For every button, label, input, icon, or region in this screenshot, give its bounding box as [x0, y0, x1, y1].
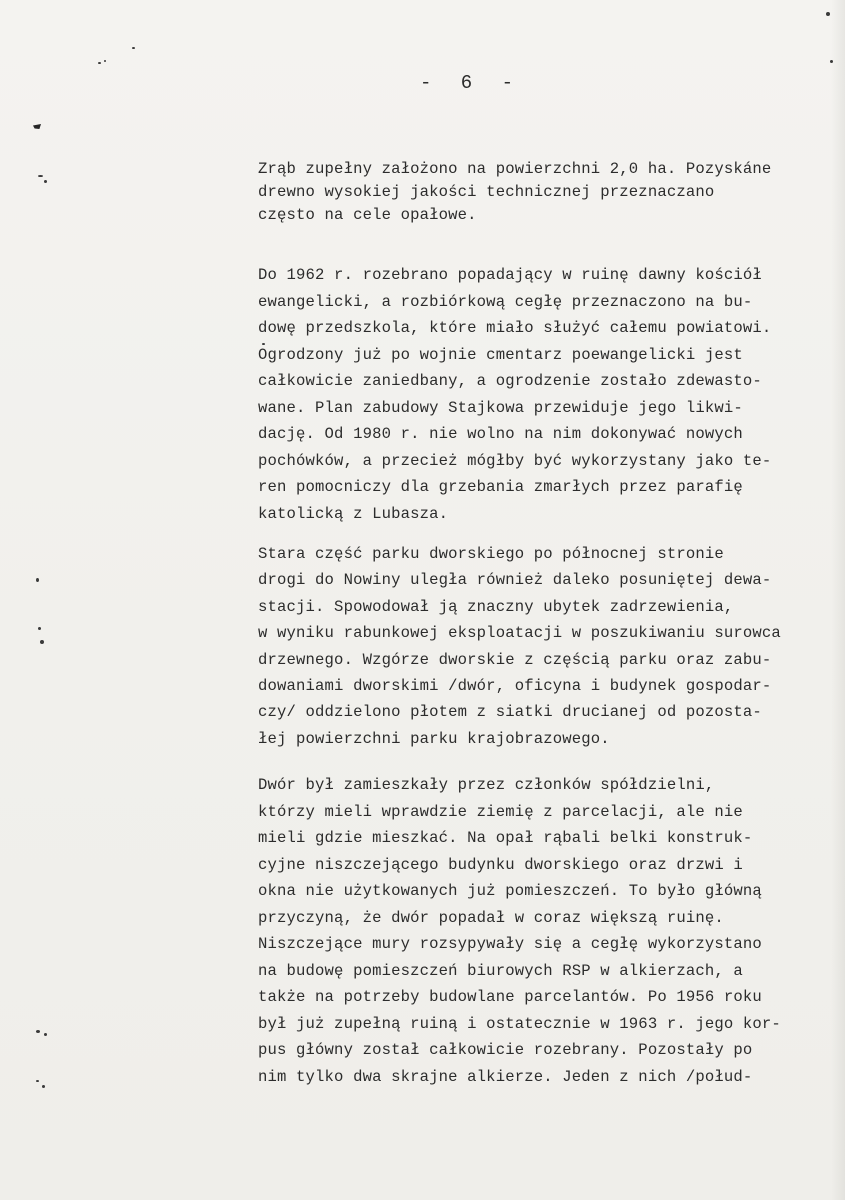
scan-speck	[98, 62, 101, 64]
text-line: którzy mieli wprawdzie ziemię z parcelacji, ale nie	[258, 802, 743, 821]
text-line: nim tylko dwa skrajne alkierze. Jeden z nich /połud-	[258, 1067, 753, 1086]
text-line: Stara część parku dworskiego po północnej stronie	[258, 545, 724, 563]
text-line: katolicką z Lubasza.	[258, 504, 449, 523]
paragraph-4	[258, 772, 828, 1090]
scan-speck	[36, 578, 39, 582]
text-line: Dwór był zamieszkały przez członków spółdzielni,	[258, 776, 715, 794]
scan-speck	[826, 12, 830, 16]
text-line: pochówków, a przecież mógłby być wykorzystany jako te-	[258, 451, 772, 470]
text-line: Niszczejące mury rozsypywały się a cegłę wykorzystano	[258, 935, 762, 953]
page-number: - 6 -	[420, 72, 523, 94]
text-line: przyczyną, że dwór popadał w coraz większą ruinę.	[258, 908, 724, 927]
scan-speck	[38, 627, 41, 630]
text-line: dację. Od 1980 r. nie wolno na nim dokonywać nowych	[258, 425, 743, 443]
text-line: łej powierzchni parku krajobrazowego.	[258, 729, 610, 748]
text-line: w wyniku rabunkowej eksploatacji w poszukiwaniu surowca	[258, 624, 781, 643]
text-line: okna nie użytkowanych już pomieszczeń. To było główną	[258, 882, 762, 900]
punch-mark-top	[33, 124, 41, 129]
text-line: Zrąb zupełny założono na powierzchni 2,0 ha. Pozyskáne	[258, 160, 772, 178]
text-line: także na potrzeby budowlane parcelantów. Po 1956 roku	[258, 988, 762, 1006]
scan-speck	[36, 1030, 40, 1033]
text-line: drzewnego. Wzgórze dworskie z częścią parku oraz zabu-	[258, 650, 772, 669]
paragraph-1	[258, 158, 828, 228]
scan-speck	[830, 60, 833, 63]
scan-speck	[44, 1033, 47, 1036]
text-line: ren pomocniczy dla grzebania zmarłych przez parafię	[258, 478, 743, 496]
scan-speck	[42, 1085, 45, 1088]
text-line: cyjne niszczejącego budynku dworskiego oraz drzwi i	[258, 855, 743, 874]
page-edge-shadow	[831, 0, 845, 1200]
text-line: często na cele opałowe.	[258, 206, 477, 225]
text-line: mieli gdzie mieszkać. Na opał rąbali belki konstruk-	[258, 829, 753, 847]
text-line: ewangelicki, a rozbiórkową cegłę przeznaczono na bu-	[258, 292, 753, 311]
text-line: dowę przedszkola, które miało służyć całemu powiatowi.	[258, 319, 772, 337]
scan-speck	[44, 180, 47, 183]
text-line: pus główny został całkowicie rozebrany. Pozostały po	[258, 1041, 753, 1059]
scan-speck	[40, 640, 44, 644]
scan-speck	[36, 1080, 39, 1082]
text-line: czy/ oddzielono płotem z siatki drucianej od pozosta-	[258, 703, 762, 722]
scan-speck	[104, 60, 106, 62]
text-line: dowaniami dworskimi /dwór, oficyna i budynek gospodar-	[258, 676, 772, 695]
text-line: był już zupełną ruiną i ostatecznie w 1963 r. jego kor-	[258, 1014, 781, 1033]
text-line: stacji. Spowodował ją znaczny ubytek zadrzewienia,	[258, 597, 734, 616]
text-line: drogi do Nowiny uległa również daleko posuniętej dewa-	[258, 571, 772, 590]
text-line: wane. Plan zabudowy Stajkowa przewiduje jego likwi-	[258, 398, 743, 417]
text-line: Do 1962 r. rozebrano popadający w ruinę dawny kościół	[258, 266, 762, 284]
scan-speck	[38, 175, 43, 177]
paragraph-3	[258, 541, 828, 752]
text-line: drewno wysokiej jakości technicznej przeznaczano	[258, 183, 715, 202]
text-line: na budowę pomieszczeń biurowych RSP w alkierzach, a	[258, 961, 743, 980]
text-line: całkowicie zaniedbany, a ogrodzenie zostało zdewasto-	[258, 372, 762, 390]
scan-speck	[132, 47, 135, 49]
paragraph-2	[258, 262, 828, 527]
text-line: Ogrodzony już po wojnie cmentarz poewangelicki jest	[258, 345, 743, 364]
